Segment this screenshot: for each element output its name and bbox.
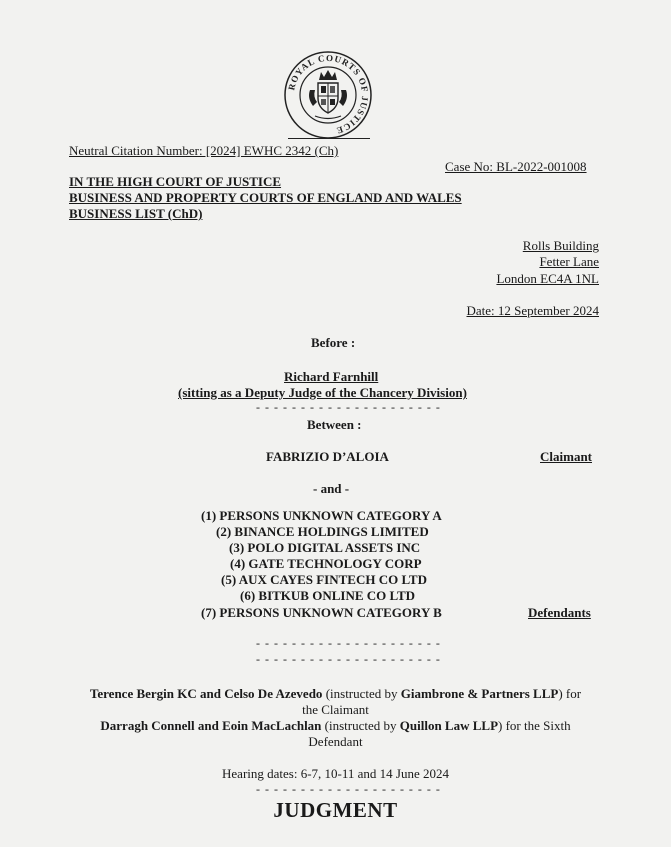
defendant-3: (3) POLO DIGITAL ASSETS INC [229,540,421,555]
before-label: Before : [311,335,356,350]
court-line-2: BUSINESS AND PROPERTY COURTS OF ENGLAND AND WALES [69,190,462,205]
counsel-defendant-names: Darragh Connell and Eoin MacLachlan [100,718,322,733]
judge-role: (sitting as a Deputy Judge of the Chancery Division) [178,385,467,400]
defendant-7: (7) PERSONS UNKNOWN CATEGORY B [201,605,442,620]
hearing-dates: Hearing dates: 6-7, 10-11 and 14 June 2024 [222,766,449,781]
counsel-defendant-line-2: Defendant [308,734,363,749]
counsel-claimant-firm: Giambrone & Partners LLP [400,686,559,701]
divider-dashes-4: - - - - - - - - - - - - - - - - - - - - - [256,782,441,796]
divider-dashes-3: - - - - - - - - - - - - - - - - - - - - - [256,652,441,666]
address-line-1: Rolls Building [522,238,599,253]
between-label: Between : [307,417,362,432]
and-separator: - and - [313,481,350,496]
address-line-3: London EC4A 1NL [496,271,599,286]
address-line-2: Fetter Lane [539,254,599,269]
crest-ring-text: ROYAL COURTS OF JUSTICE [286,52,371,137]
counsel-defendant-for: ) for the Sixth [498,718,571,733]
royal-courts-crest-icon [283,50,373,140]
counsel-claimant-for: ) for [558,686,582,701]
judgment-date: Date: 12 September 2024 [466,303,599,318]
counsel-claimant-line-2: the Claimant [302,702,369,717]
judge-name: Richard Farnhill [284,369,379,384]
counsel-defendant-line-1 [40,718,631,734]
court-line-1: IN THE HIGH COURT OF JUSTICE [69,174,282,189]
case-number: Case No: BL-2022-001008 [445,159,587,174]
divider-dashes-2: - - - - - - - - - - - - - - - - - - - - - [256,636,441,650]
neutral-citation: Neutral Citation Number: [2024] EWHC 2342 (Ch) [69,143,339,158]
crest-underline [288,138,370,139]
counsel-claimant-names: Terence Bergin KC and Celso De Azevedo [89,686,323,701]
judgment-title: JUDGMENT [273,798,398,822]
divider-dashes-1: - - - - - - - - - - - - - - - - - - - - - [256,400,441,414]
defendants-label: Defendants [528,605,591,620]
defendant-6: (6) BITKUB ONLINE CO LTD [240,588,416,603]
court-line-3: BUSINESS LIST (ChD) [69,206,203,221]
claimant-label: Claimant [540,449,592,464]
counsel-claimant-instructed: (instructed by [322,686,401,701]
defendant-2: (2) BINANCE HOLDINGS LIMITED [216,524,429,539]
counsel-claimant-line-1 [40,686,631,702]
defendant-1: (1) PERSONS UNKNOWN CATEGORY A [201,508,442,523]
claimant-name: FABRIZIO D’ALOIA [266,449,389,464]
defendant-4: (4) GATE TECHNOLOGY CORP [230,556,422,571]
defendant-5: (5) AUX CAYES FINTECH CO LTD [221,572,427,587]
counsel-defendant-firm: Quillon Law LLP [399,718,499,733]
counsel-defendant-instructed: (instructed by [321,718,400,733]
